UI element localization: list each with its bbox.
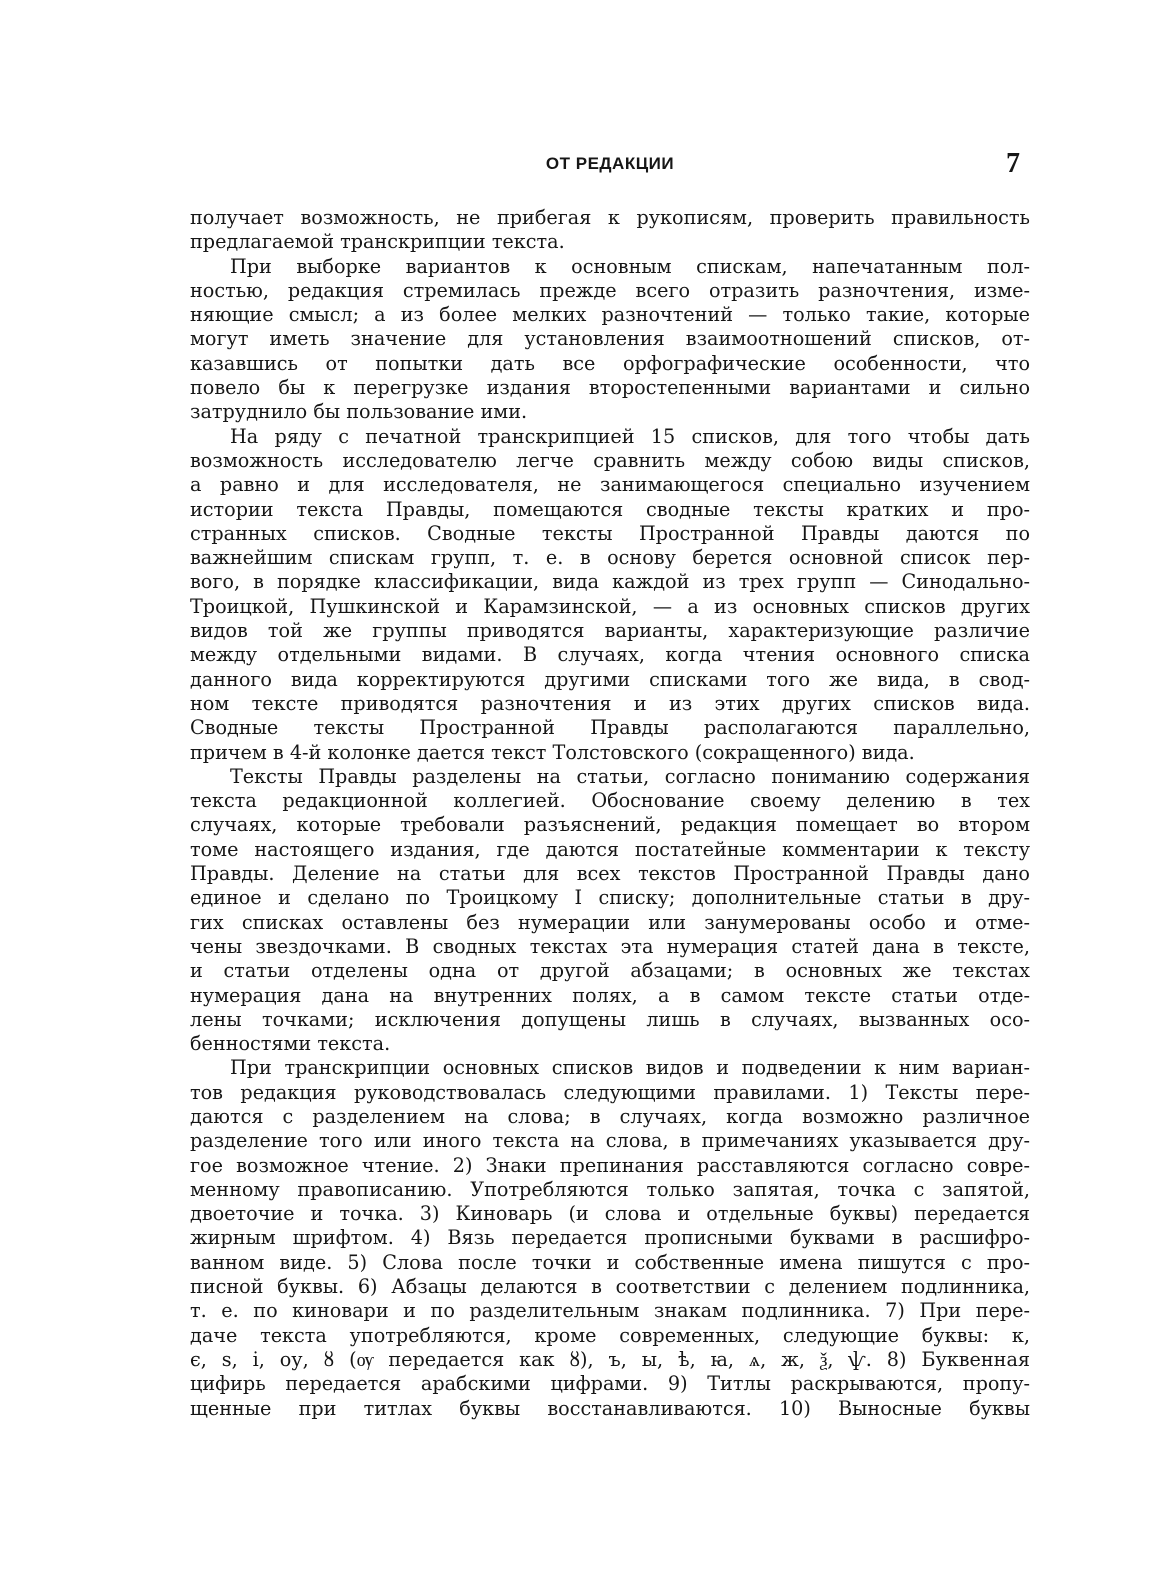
text-line: текста редакционной коллегией. Обоснование своему делению в тех xyxy=(190,789,1030,813)
text-line: и статьи отделены одна от другой абзацами; в основных же текстах xyxy=(190,959,1030,983)
text-line: є, ѕ, і, оу, ȣ (ѹ передается как ȣ), ъ, ы, ѣ, ꙗ, ѧ, ж, ѯ, ѱ. 8) Буквенная xyxy=(190,1347,1030,1371)
running-title: ОТ РЕДАКЦИИ xyxy=(545,154,675,173)
text-line: лены точками; исключения допущены лишь в случаях, вызванных осо- xyxy=(190,1007,1030,1031)
text-line: истории текста Правды, помещаются сводные тексты кратких и про- xyxy=(190,497,1030,521)
text-line: единое и сделано по Троицкому I списку; дополнительные статьи в дру- xyxy=(190,886,1030,910)
text-line: Троицкой, Пушкинской и Карамзинской, — а из основных списков других xyxy=(190,594,1030,618)
text-line: тов редакция руководствовалась следующими правилами. 1) Тексты пере- xyxy=(190,1080,1030,1104)
paragraph xyxy=(190,765,1030,1057)
text-line: предлагаемой транскрипции текста. xyxy=(190,230,565,254)
text-line: возможность исследователю легче сравнить между собою виды списков, xyxy=(190,448,1030,472)
text-line: ностью, редакция стремилась прежде всего отразить разночтения, изме- xyxy=(190,278,1030,302)
paragraph xyxy=(190,206,1030,255)
page-number: 7 xyxy=(1006,148,1020,179)
text-line: бенностями текста. xyxy=(190,1032,391,1056)
text-line: менному правописанию. Употребляются только запятая, точка с запятой, xyxy=(190,1177,1030,1201)
text-line: двоеточие и точка. 3) Киноварь (и слова и отдельные буквы) передается xyxy=(190,1202,1030,1226)
text-line: повело бы к перегрузке издания второстепенными вариантами и сильно xyxy=(190,376,1030,400)
text-line: писной буквы. 6) Абзацы делаются в соответствии с делением подлинника, xyxy=(190,1275,1030,1299)
text-line: щенные при титлах буквы восстанавливаются. 10) Выносные буквы xyxy=(190,1396,1030,1420)
text-line: данного вида корректируются другими списками того же вида, в свод- xyxy=(190,667,1030,691)
text-line: причем в 4-й колонке дается текст Толстовского (сокращенного) вида. xyxy=(190,740,915,764)
body-text xyxy=(190,206,1030,1421)
text-line: казавшись от попытки дать все орфографические особенности, что xyxy=(190,351,1030,375)
text-line: видов той же группы приводятся варианты, характеризующие различие xyxy=(190,619,1030,643)
text-line: затруднило бы пользование ими. xyxy=(190,400,528,424)
text-line: важнейшим спискам групп, т. е. в основу берется основной список пер- xyxy=(190,546,1030,570)
text-line: случаях, которые требовали разъяснений, редакция помещает во втором xyxy=(190,813,1030,837)
text-line: вого, в порядке классификации, вида каждой из трех групп — Синодально- xyxy=(190,570,1030,594)
text-line: томе настоящего издания, где даются постатейные комментарии к тексту xyxy=(190,837,1030,861)
text-line: гое возможное чтение. 2) Знаки препинания расставляются согласно совре- xyxy=(190,1153,1030,1177)
text-line: При транскрипции основных списков видов и подведении к ним вариан- xyxy=(230,1056,1030,1080)
text-line: могут иметь значение для установления взаимоотношений списков, от- xyxy=(190,327,1030,351)
text-line: Сводные тексты Пространной Правды располагаются параллельно, xyxy=(190,716,1030,740)
text-line: разделение того или иного текста на слова, в примечаниях указывается дру- xyxy=(190,1129,1030,1153)
text-line: На ряду с печатной транскрипцией 15 списков, для того чтобы дать xyxy=(230,424,1030,448)
text-line: ванном виде. 5) Слова после точки и собственные имена пишутся с про- xyxy=(190,1250,1030,1274)
text-line: няющие смысл; а из более мелких разночтений — только такие, которые xyxy=(190,303,1030,327)
paragraph xyxy=(190,1056,1030,1420)
text-line: гих списках оставлены без нумерации или занумерованы особо и отме- xyxy=(190,910,1030,934)
text-line: а равно и для исследователя, не занимающегося специально изучением xyxy=(190,473,1030,497)
text-line: Тексты Правды разделены на статьи, согласно пониманию содержания xyxy=(230,764,1030,788)
paragraph xyxy=(190,425,1030,765)
text-line: даче текста употребляются, кроме современных, следующие буквы: к, xyxy=(190,1323,1030,1347)
text-line: ном тексте приводятся разночтения и из этих других списков вида. xyxy=(190,691,1030,715)
text-line: При выборке вариантов к основным спискам, напечатанным пол- xyxy=(230,254,1030,278)
page-header xyxy=(190,150,1030,190)
text-line: цифирь передается арабскими цифрами. 9) Титлы раскрываются, пропу- xyxy=(190,1372,1030,1396)
text-line: получает возможность, не прибегая к рукописям, проверить правильность xyxy=(190,206,1030,229)
text-line: нумерация дана на внутренних полях, а в самом тексте статьи отде- xyxy=(190,983,1030,1007)
paragraph xyxy=(190,255,1030,425)
text-line: между отдельными видами. В случаях, когда чтения основного списка xyxy=(190,643,1030,667)
text-line: даются с разделением на слова; в случаях, когда возможно различное xyxy=(190,1104,1030,1128)
text-line: странных списков. Сводные тексты Пространной Правды даются по xyxy=(190,521,1030,545)
text-line: жирным шрифтом. 4) Вязь передается прописными буквами в расшифро- xyxy=(190,1226,1030,1250)
text-line: т. е. по киновари и по разделительным знакам подлинника. 7) При пере- xyxy=(190,1299,1030,1323)
text-line: Правды. Деление на статьи для всех текстов Пространной Правды дано xyxy=(190,862,1030,886)
text-line: чены звездочками. В сводных текстах эта нумерация статей дана в тексте, xyxy=(190,934,1030,958)
